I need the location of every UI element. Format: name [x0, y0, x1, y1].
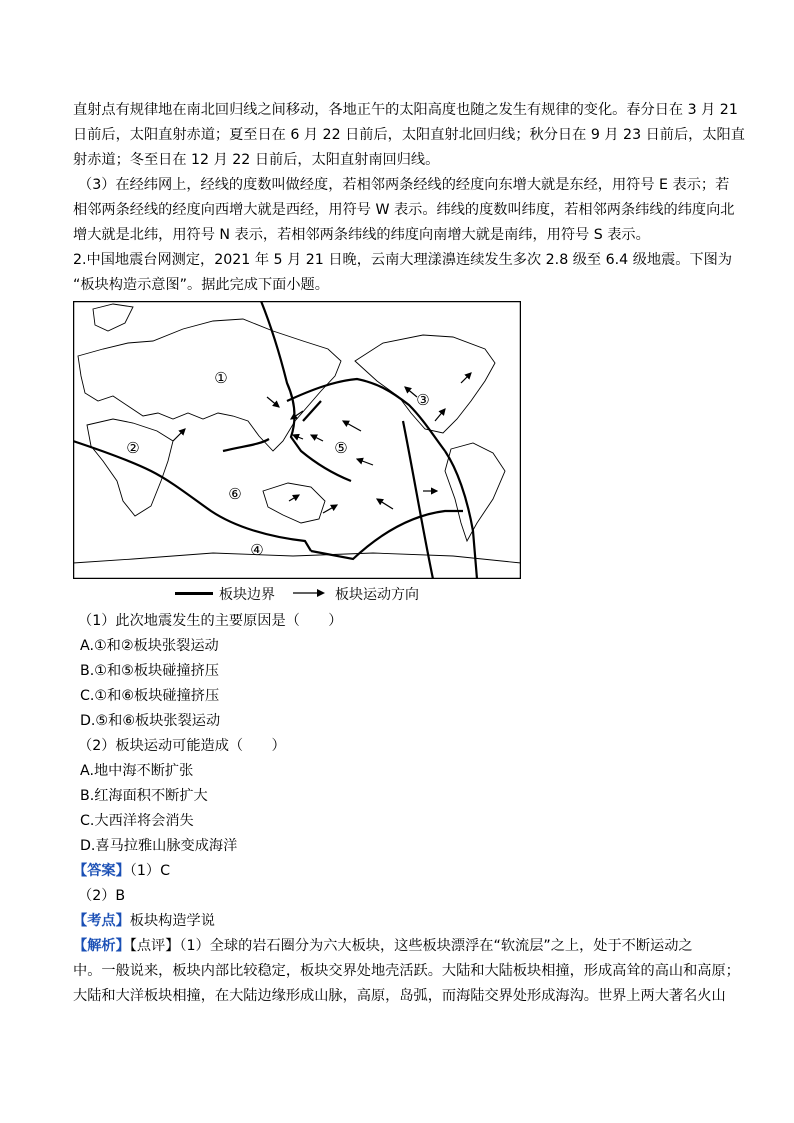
- text-line: 相邻两条经线的经度向西增大就是西经，用符号 W 表示。纬线的度数叫纬度，若相邻两条纬线的纬度向北: [73, 202, 735, 218]
- answer-option: C.大西洋将会消失: [80, 813, 194, 829]
- answer-text: （1）C: [129, 863, 170, 879]
- answer-line: （2）B: [78, 888, 126, 904]
- point-text: 板块构造学说: [129, 913, 215, 929]
- plate-label: ④: [250, 541, 264, 559]
- answer-option: A.地中海不断扩张: [80, 763, 194, 779]
- legend-label: 板块运动方向: [335, 587, 419, 603]
- plate-tectonics-map: [73, 301, 521, 579]
- plate-label: ⑥: [228, 485, 242, 503]
- question-stem: （2）板块运动可能造成（ ）: [78, 738, 286, 754]
- plate-label: ①: [214, 369, 228, 387]
- analysis-line: 大陆和大洋板块相撞，在大陆边缘形成山脉，高原，岛弧，而海陆交界处形成海沟。世界上两大著名火山: [73, 988, 726, 1004]
- point-tag: 【考点】: [73, 913, 130, 929]
- map-frame: [74, 302, 521, 579]
- question-intro: 2.中国地震台网测定，2021 年 5 月 21 日晚，云南大理漾濞连续发生多次 2.8 级至 6.4 级地震。下图为: [73, 252, 733, 268]
- answer-option: A.①和②板块张裂运动: [80, 638, 219, 654]
- map-legend: [175, 582, 495, 604]
- answer-option: D.喜马拉雅山脉变成海洋: [80, 838, 238, 854]
- text-line: 射赤道；冬至日在 12 月 22 日前后，太阳直射南回归线。: [73, 152, 440, 168]
- answer-option: C.①和⑥板块碰撞挤压: [80, 688, 220, 704]
- text-line: 增大就是北纬，用符号 N 表示，若相邻两条纬线的纬度向南增大就是南纬，用符号 S 表示。: [73, 227, 650, 243]
- answer-option: D.⑤和⑥板块张裂运动: [80, 713, 221, 729]
- analysis-tag: 【解析】: [73, 938, 130, 954]
- analysis-line: [73, 934, 733, 960]
- answer-line: [73, 859, 733, 885]
- comment-tag: 【点评】: [129, 938, 180, 954]
- question-stem: （1）此次地震发生的主要原因是（ ）: [78, 613, 343, 629]
- analysis-text: （1）全球的岩石圈分为六大板块，这些板块漂浮在“软流层”之上，处于不断运动之: [179, 938, 693, 954]
- answer-option: B.①和⑤板块碰撞挤压: [80, 663, 219, 679]
- arrow-icon: [293, 588, 325, 598]
- plate-label: ③: [416, 391, 430, 409]
- answer-tag: 【答案】: [73, 863, 130, 879]
- analysis-line: 中。一般说来，板块内部比较稳定，板块交界处地壳活跃。大陆和大陆板块相撞，形成高耸的高山和高原；: [73, 963, 740, 979]
- text-line: 直射点有规律地在南北回归线之间移动，各地正午的太阳高度也随之发生有规律的变化。春分日在 3 月 21: [73, 102, 738, 118]
- plate-label: ②: [126, 439, 140, 457]
- plate-label: ⑤: [334, 439, 348, 457]
- point-line: [73, 909, 733, 935]
- plate-boundary-legend-line: [175, 592, 213, 595]
- text-line: （3）在经纬网上，经线的度数叫做经度，若相邻两条经线的经度向东增大就是东经，用符号 E 表示；若: [78, 177, 730, 193]
- legend-label: 板块边界: [219, 587, 275, 603]
- question-intro: “板块构造示意图”。据此完成下面小题。: [73, 277, 329, 293]
- text-line: 日前后，太阳直射赤道；夏至日在 6 月 22 日前后，太阳直射北回归线；秋分日在 9 月 23 日前后，太阳直: [73, 127, 745, 143]
- answer-option: B.红海面积不断扩大: [80, 788, 208, 804]
